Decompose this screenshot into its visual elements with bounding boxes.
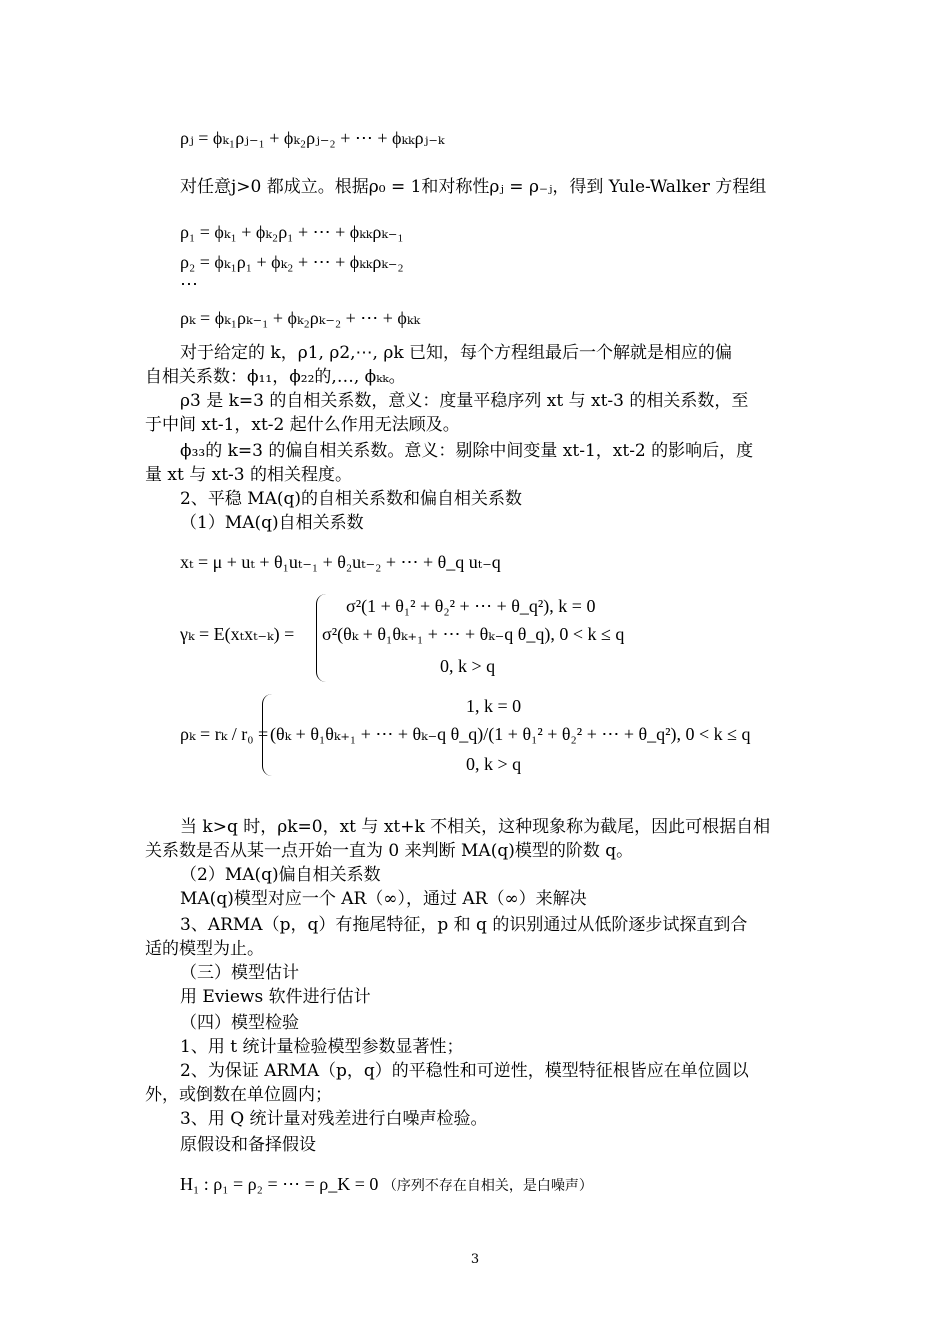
paragraph-line: ρ3 是 k=3 的自相关系数，意义：度量平稳序列 xt 与 xt-3 的相关系数，至 xyxy=(180,391,749,411)
equation-yule-walker-1: ρ₁ = ϕₖ₁ + ϕₖ₂ρ₁ + ⋯ + ϕₖₖρₖ₋₁ xyxy=(180,222,404,242)
paragraph-line: 适的模型为止。 xyxy=(145,939,264,959)
section-heading: （四）模型检验 xyxy=(180,1013,299,1033)
hypothesis-note: （序列不存在自相关，是白噪声） xyxy=(382,1178,593,1194)
paragraph-line: 自相关系数：ϕ₁₁，ϕ₂₂的,…, ϕₖₖ。 xyxy=(145,367,406,387)
equation-yule-walker-k: ρₖ = ϕₖ₁ρₖ₋₁ + ϕₖ₂ρₖ₋₂ + ⋯ + ϕₖₖ xyxy=(180,308,421,328)
paragraph-line: MA(q)模型对应一个 AR（∞），通过 AR（∞）来解决 xyxy=(180,889,587,909)
paragraph-line: 于中间 xt-1，xt-2 起什么作用无法顾及。 xyxy=(145,415,460,435)
equation-rho-j: ρⱼ = ϕₖ₁ρⱼ₋₁ + ϕₖ₂ρⱼ₋₂ + ⋯ + ϕₖₖρⱼ₋ₖ xyxy=(180,128,445,148)
paragraph-line: 3、用 Q 统计量对残差进行白噪声检验。 xyxy=(180,1109,488,1129)
equation-rho-case-3: 0, k > q xyxy=(466,754,522,774)
paragraph-line: 用 Eviews 软件进行估计 xyxy=(180,987,371,1007)
equation-yule-walker-2: ρ₂ = ϕₖ₁ρ₁ + ϕₖ₂ + ⋯ + ϕₖₖρₖ₋₂ xyxy=(180,252,404,272)
subsection-heading: （2）MA(q)偏自相关系数 xyxy=(180,865,381,885)
section-heading: （三）模型估计 xyxy=(180,963,299,983)
equation-hypothesis xyxy=(180,1174,593,1195)
paragraph-line: 外，或倒数在单位圆内； xyxy=(145,1085,332,1105)
paragraph-line: 2、为保证 ARMA（p，q）的平稳性和可逆性，模型特征根皆应在单位圆以 xyxy=(180,1061,749,1081)
equation-rho-lhs: ρₖ = rₖ / r₀ = xyxy=(180,724,269,744)
page-number: 3 xyxy=(470,1252,480,1267)
section-heading: 2、平稳 MA(q)的自相关系数和偏自相关系数 xyxy=(180,489,523,509)
hypothesis-formula: H₁ : ρ₁ = ρ₂ = ⋯ = ρ_K = 0 xyxy=(180,1174,379,1194)
equation-rho-case-2: (θₖ + θ₁θₖ₊₁ + ⋯ + θₖ₋q θ_q)/(1 + θ₁² + θ₂² + ⋯ + θ_q²), 0 < k ≤ q xyxy=(270,724,751,744)
equation-ma-model: xₜ = μ + uₜ + θ₁uₜ₋₁ + θ₂uₜ₋₂ + ⋯ + θ_q uₜ₋q xyxy=(180,552,501,572)
paragraph-line: 原假设和备择假设 xyxy=(180,1135,316,1155)
equation-gamma-lhs: γₖ = E(xₜxₜ₋ₖ) = xyxy=(180,624,295,644)
equation-gamma-case-1: σ²(1 + θ₁² + θ₂² + ⋯ + θ_q²), k = 0 xyxy=(346,596,596,616)
paragraph-line: 关系数是否从某一点开始一直为 0 来判断 MA(q)模型的阶数 q。 xyxy=(145,841,634,861)
paragraph-line: ϕ₃₃的 k=3 的偏自相关系数。意义：剔除中间变量 xt-1，xt-2 的影响后，度 xyxy=(180,441,754,461)
paragraph-line: 对任意j>0 都成立。根据ρ₀ = 1和对称性ρⱼ = ρ₋ⱼ，得到 Yule-Walker 方程组 xyxy=(180,177,767,197)
equation-gamma-case-2: σ²(θₖ + θ₁θₖ₊₁ + ⋯ + θₖ₋q θ_q), 0 < k ≤ q xyxy=(322,624,625,644)
paragraph-line: 当 k>q 时，ρk=0，xt 与 xt+k 不相关，这种现象称为截尾，因此可根据自相 xyxy=(180,817,771,837)
equation-gamma-case-3: 0, k > q xyxy=(440,656,496,676)
equation-rho-case-1: 1, k = 0 xyxy=(466,696,522,716)
equation-yule-walker-dots: ⋯ xyxy=(180,274,198,294)
paragraph-line: 量 xt 与 xt-3 的相关程度。 xyxy=(145,465,353,485)
subsection-heading: （1）MA(q)自相关系数 xyxy=(180,513,364,533)
paragraph-line: 对于给定的 k，ρ1, ρ2,⋯, ρk 已知，每个方程组最后一个解就是相应的偏 xyxy=(180,343,733,363)
paragraph-line: 3、ARMA（p，q）有拖尾特征，p 和 q 的识别通过从低阶逐步试探直到合 xyxy=(180,915,748,935)
paragraph-line: 1、用 t 统计量检验模型参数显著性； xyxy=(180,1037,464,1057)
